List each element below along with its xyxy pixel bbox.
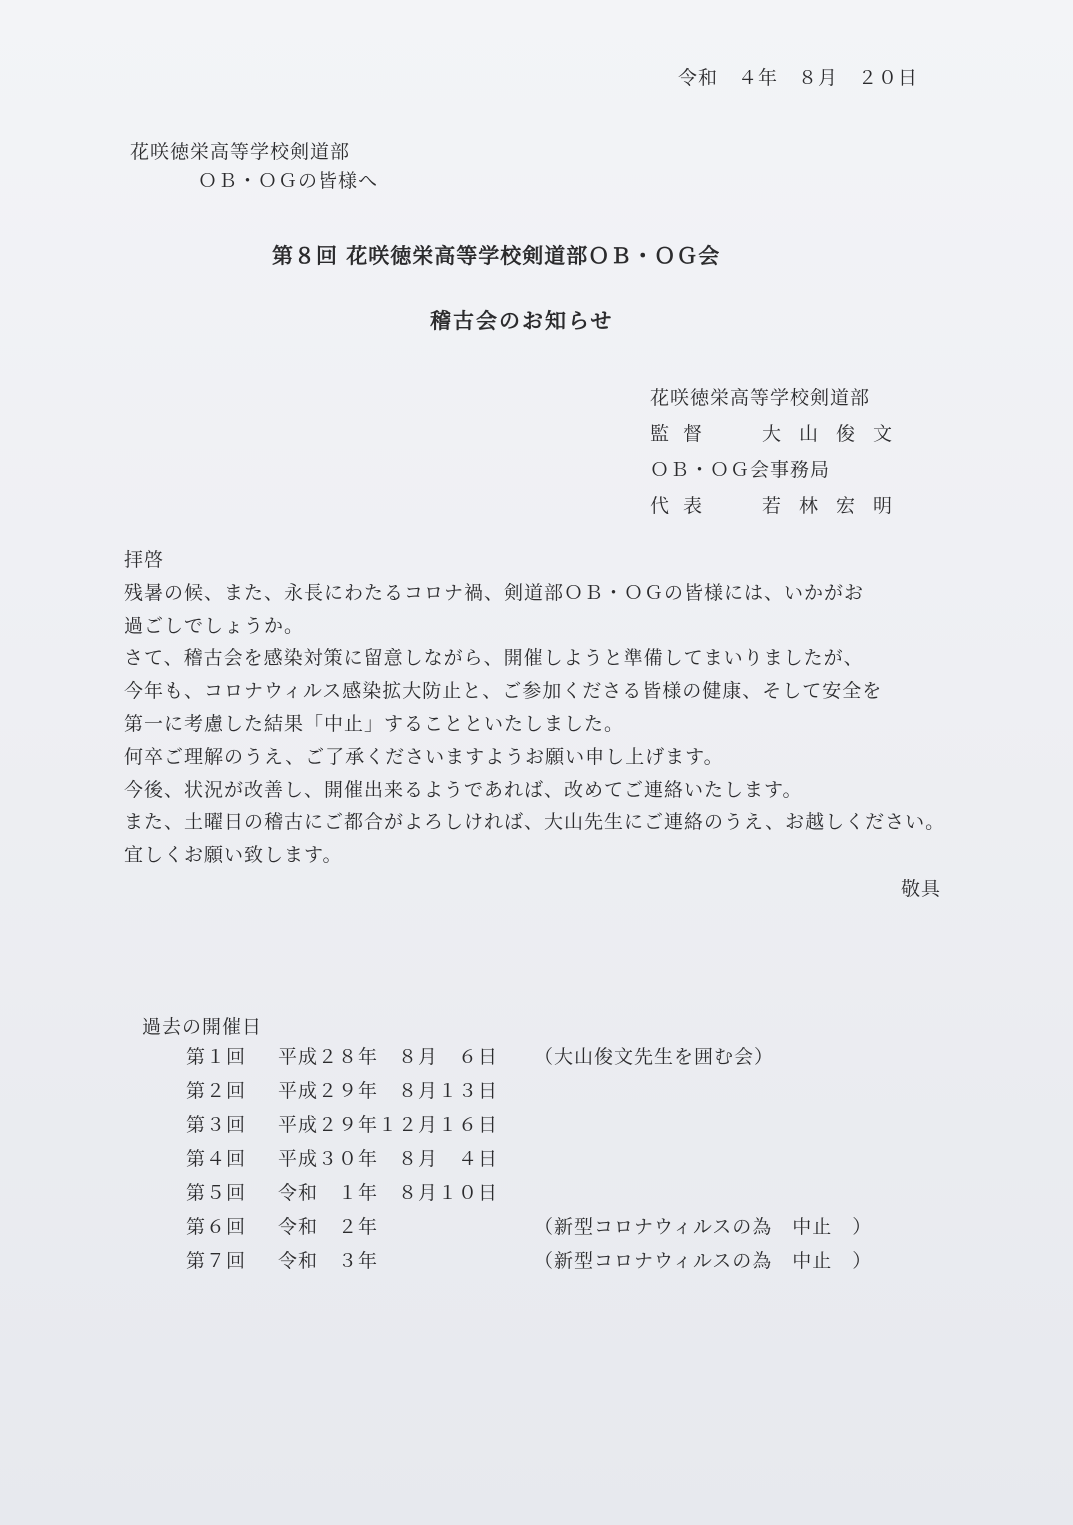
history-number: 第３回 (186, 1114, 247, 1136)
sender-representative (650, 491, 910, 527)
history-title: 過去の開催日 (142, 1016, 263, 1038)
sender-coach (650, 419, 910, 455)
letter-title: 第８回 花咲徳栄高等学校剣道部ＯＢ・ＯＧ会 (272, 243, 721, 268)
letter-subtitle: 稽古会のお知らせ (430, 308, 614, 333)
body-line: 拝啓 (124, 549, 165, 571)
history-date: 平成２８年 ８月 ６日 (278, 1046, 499, 1068)
body-line: 第一に考慮した結果「中止」することといたしました。 (124, 712, 625, 735)
history-number: 第５回 (186, 1182, 247, 1204)
coach-name: 大山俊文 (762, 423, 911, 445)
body-line: 今年も、コロナウィルス感染拡大防止と、ご参加くださる皆様の健康、そして安全を (124, 680, 883, 703)
body-line: また、土曜日の稽古にご都合がよろしければ、大山先生にご連絡のうえ、お越しください。 (124, 811, 946, 834)
history-date: 令和 ３年 (278, 1250, 379, 1272)
history-note: （新型コロナウィルスの為 中止 ） (534, 1250, 873, 1272)
recipient-school: 花咲徳栄高等学校剣道部 (130, 141, 351, 163)
history-note: （新型コロナウィルスの為 中止 ） (534, 1216, 873, 1238)
body-line: 今後、状況が改善し、開催出来るようであれば、改めてご連絡いたします。 (124, 778, 803, 801)
history-date: 平成２９年 ８月１３日 (278, 1080, 499, 1102)
history-date: 令和 ２年 (278, 1216, 379, 1238)
letter-date: 令和 ４年 ８月 ２０日 (678, 67, 919, 89)
history-note: （大山俊文先生を囲む会） (534, 1046, 775, 1068)
body-line: 残暑の候、また、永長にわたるコロナ禍、剣道部ＯＢ・ＯＧの皆様には、いかがお (124, 581, 865, 604)
recipient-addressee: ＯＢ・ＯＧの皆様へ (198, 170, 379, 192)
closing-word: 敬具 (901, 878, 942, 900)
history-number: 第２回 (186, 1080, 247, 1102)
body-line: 宜しくお願い致します。 (124, 844, 343, 867)
history-number: 第７回 (186, 1250, 247, 1272)
history-number: 第４回 (186, 1148, 247, 1170)
sender-block (650, 383, 910, 527)
coach-role: 監督 (650, 423, 717, 445)
rep-name: 若林宏明 (762, 495, 911, 517)
history-number: 第６回 (186, 1216, 247, 1238)
letter-body (124, 545, 954, 873)
sender-office: ＯＢ・ＯＧ会事務局 (650, 459, 831, 481)
history-number: 第１回 (186, 1046, 247, 1068)
rep-role: 代表 (650, 495, 717, 517)
history-date: 平成２９年１２月１６日 (278, 1114, 499, 1136)
history-date: 令和 １年 ８月１０日 (278, 1182, 499, 1204)
body-line: 過ごしでしょうか。 (124, 614, 305, 637)
body-line: さて、稽古会を感染対策に留意しながら、開催しようと準備してまいりましたが、 (124, 647, 864, 670)
sender-org: 花咲徳栄高等学校剣道部 (650, 387, 871, 409)
body-line: 何卒ご理解のうえ、ご了承くださいますようお願い申し上げます。 (124, 745, 724, 768)
history-date: 平成３０年 ８月 ４日 (278, 1148, 499, 1170)
